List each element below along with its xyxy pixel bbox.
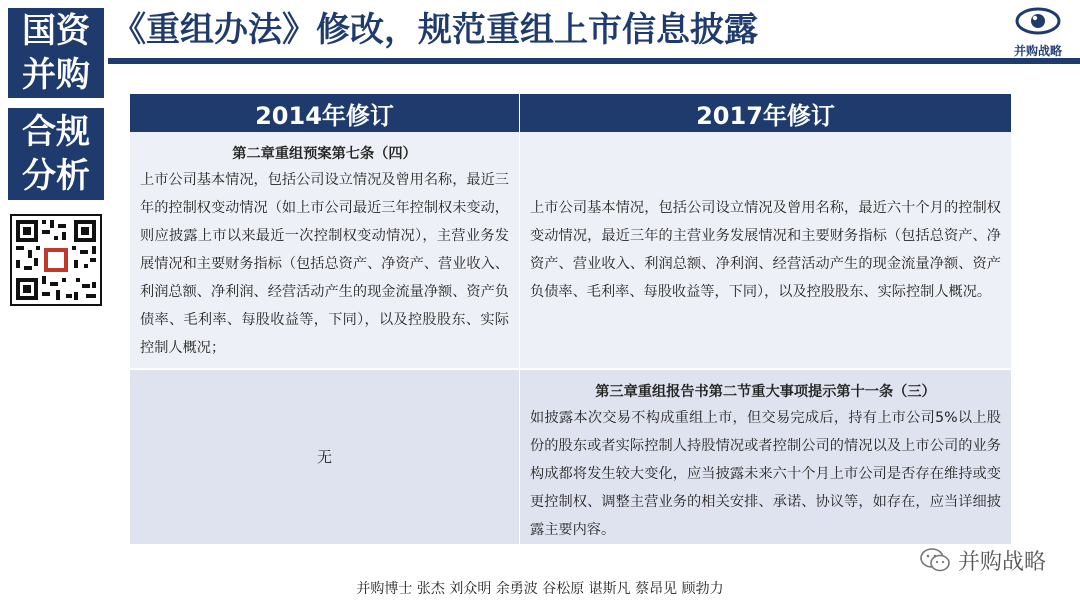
table-cell [130, 132, 520, 370]
comparison-table [130, 94, 1012, 546]
column-header-2014: 2014年修订 [130, 94, 520, 132]
sidebar-tag-state-assets-ma [8, 8, 104, 98]
table-cell [520, 132, 1012, 370]
cell-text: 无 [316, 448, 332, 466]
cell-heading: 第三章重组报告书第二节重大事项提示第十一条（三） [595, 384, 936, 400]
table-cell [130, 370, 520, 546]
watermark-label: 并购战略 [957, 549, 1046, 575]
logo-label: 并购战略 [1013, 44, 1062, 58]
wechat-icon [920, 547, 950, 573]
sidebar-tag-line: 国资 [22, 11, 90, 51]
cell-text: 如披露本次交易不构成重组上市，但交易完成后，持有上市公司5%以上股份的股东或者实际控制人持股情况或者控制公司的情况以及上市公司的业务构成都将发生较大变化，应当披露未来六十个月上市公司是否存在维持或变更控制权、调整主营业务的相关安排、承诺、协议等，如存在，应当详细披露主要内容。 [530, 410, 1001, 538]
title-divider [108, 58, 1080, 64]
footer-authors: 并购博士 张杰 刘众明 余勇波 谷松原 谌斯凡 蔡昂见 顾勃力 [356, 581, 724, 597]
column-header-2017: 2017年修订 [520, 94, 1012, 132]
sidebar-tag-line: 分析 [22, 156, 90, 196]
table-cell [520, 370, 1012, 546]
sidebar-tag-compliance-analysis [8, 108, 104, 200]
qr-code-icon [10, 214, 102, 306]
sidebar-tag-line: 并购 [22, 55, 90, 95]
eye-logo-icon [1015, 6, 1061, 36]
wechat-watermark [920, 542, 1046, 578]
brand-logo [1002, 6, 1074, 58]
cell-text: 上市公司基本情况，包括公司设立情况及曾用名称，最近六十个月的控制权变动情况，最近三年的主营业务发展情况和主要财务指标（包括总资产、净资产、营业收入、利润总额、净利润、经营活动产生的现金流量净额、资产负债率、毛利率、每股收益等，下同），以及控股股东、实际控制人概况。 [530, 200, 1001, 300]
cell-heading: 第二章重组预案第七条（四） [232, 146, 417, 162]
sidebar-tag-line: 合规 [22, 112, 90, 152]
cell-text: 上市公司基本情况，包括公司设立情况及曾用名称，最近三年的控制权变动情况（如上市公司最近三年控制权未变动，则应披露上市以来最近一次控制权变动情况），主营业务发展情况和主要财务指标（包括总资产、净资产、营业收入、利润总额、净利润、经营活动产生的现金流量净额、资产负债率、毛利率、每股收益等，下同），以及控股股东、实际控制人概况； [140, 172, 509, 356]
page-title: 《重组办法》修改，规范重组上市信息披露 [112, 10, 758, 50]
